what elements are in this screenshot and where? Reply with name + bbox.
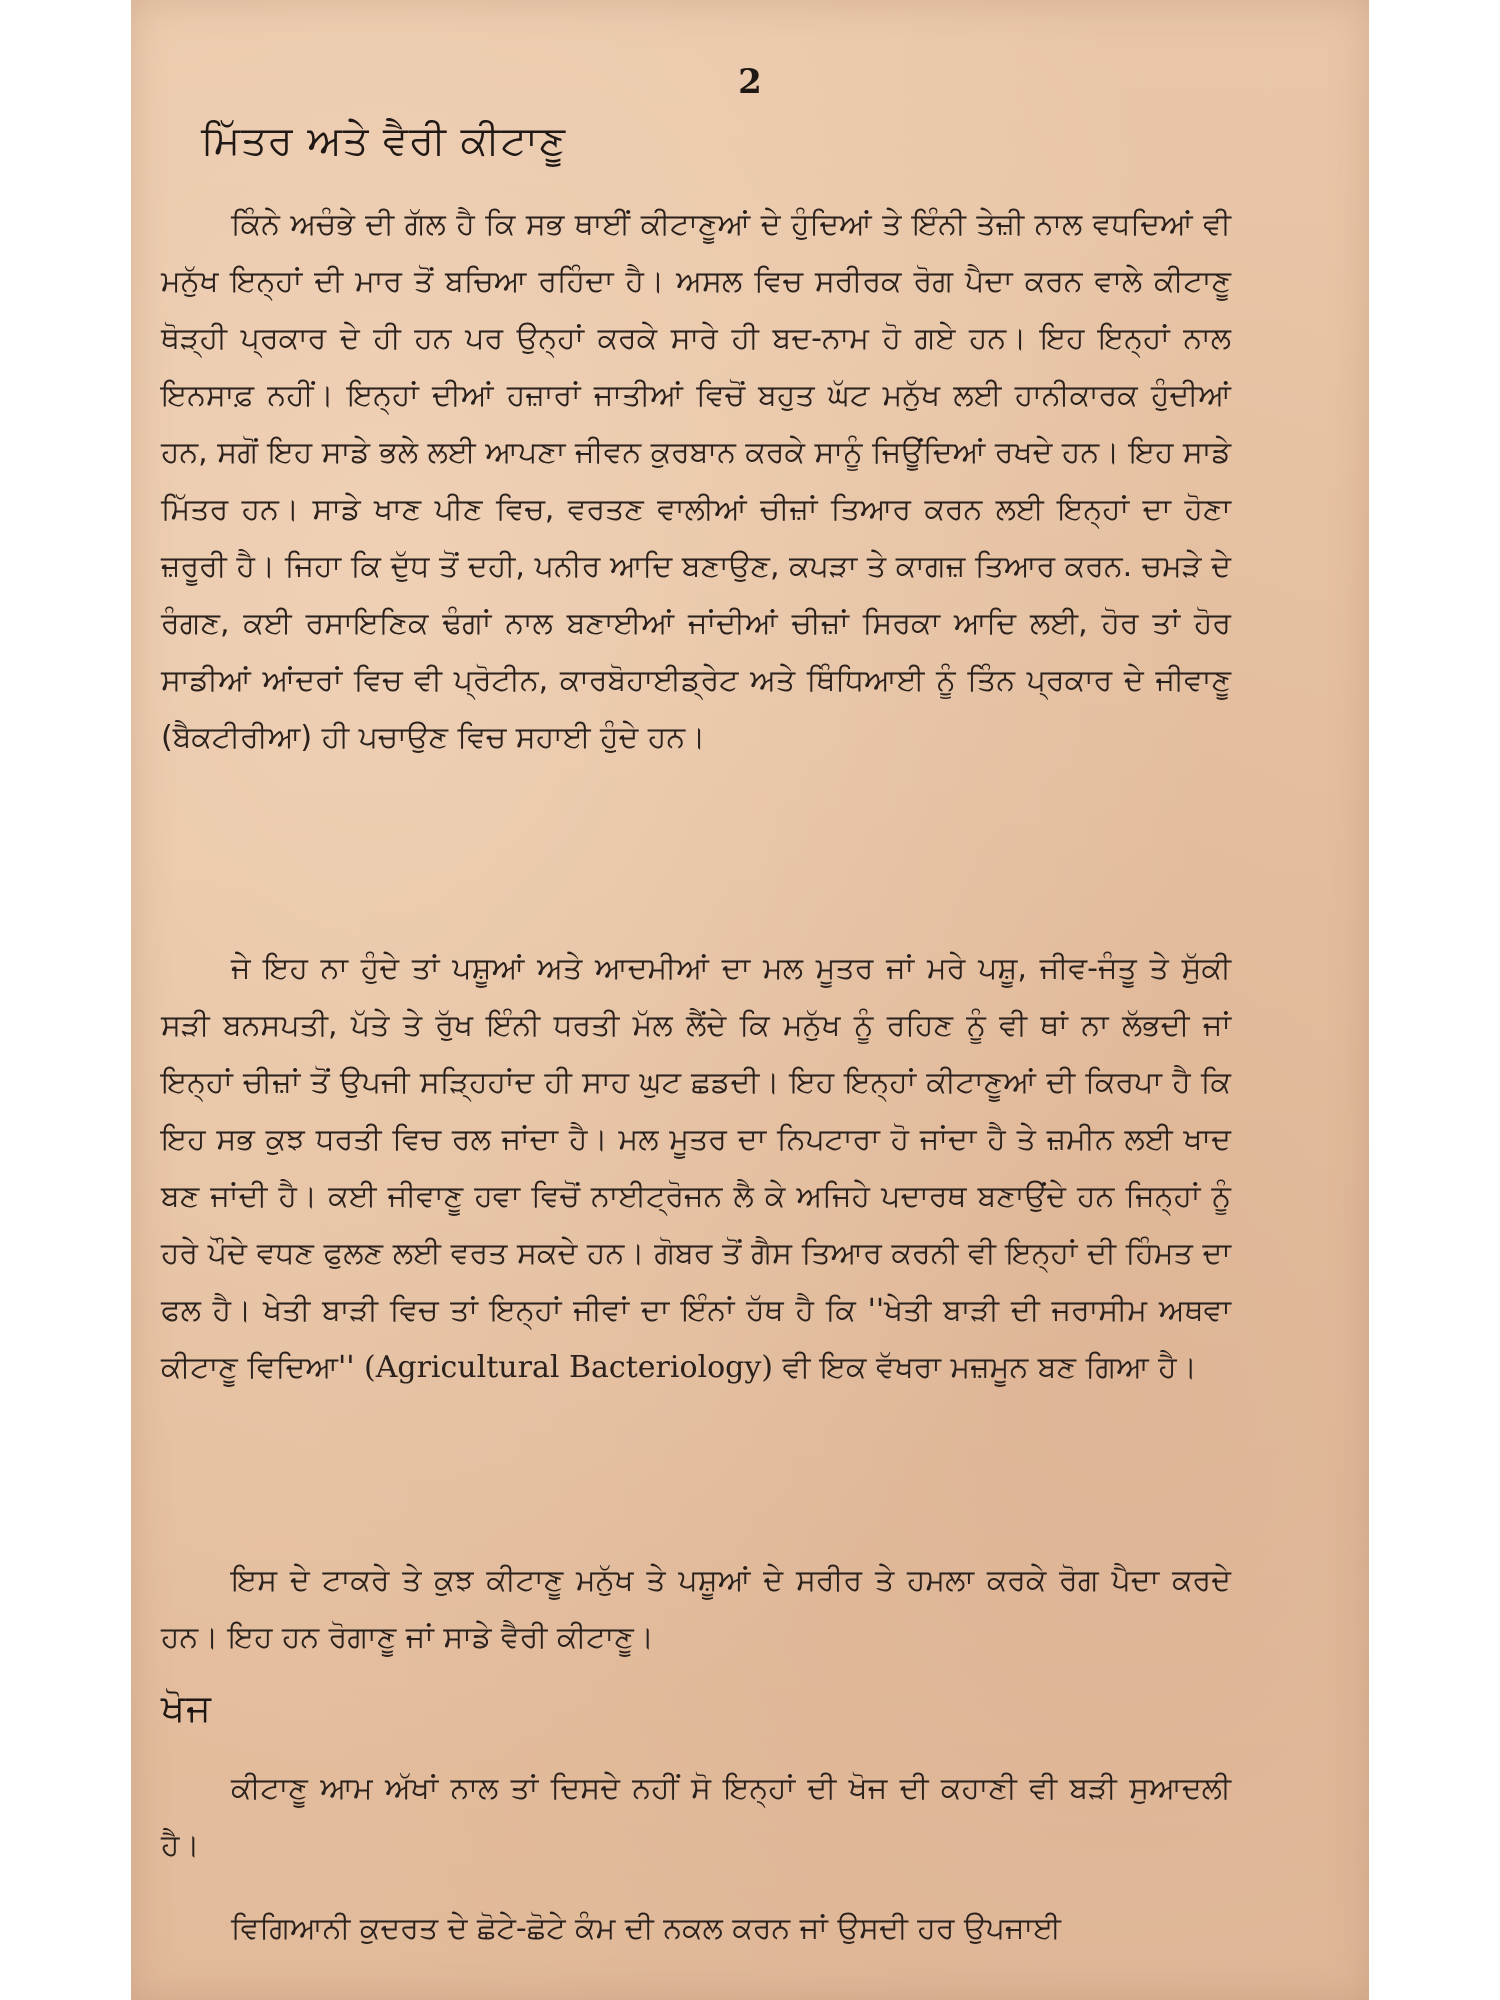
paragraph-1-text: ਕਿੰਨੇ ਅਚੰਭੇ ਦੀ ਗੱਲ ਹੈ ਕਿ ਸਭ ਥਾਈਂ ਕੀਟਾਣੂਆਂ ਦੇ ਹੁੰਦਿਆਂ ਤੇ ਇੰਨੀ ਤੇਜ਼ੀ ਨਾਲ ਵਧਦਿਆਂ ਵੀ ਮਨੁੱਖ ਇਨ੍ਹਾਂ ਦੀ ਮਾਰ ਤੋਂ ਬਚਿਆ ਰਹਿੰਦਾ ਹੈ। ਅਸਲ ਵਿਚ ਸਰੀਰਕ ਰੋਗ ਪੈਦਾ ਕਰਨ ਵਾਲੇ ਕੀਟਾਣੂ ਥੋੜ੍ਹੀ ਪ੍ਰਕਾਰ ਦੇ ਹੀ ਹਨ ਪਰ ਉਨ੍ਹਾਂ ਕਰਕੇ ਸਾਰੇ ਹੀ ਬਦ-ਨਾਮ ਹੋ ਗਏ ਹਨ। ਇਹ ਇਨ੍ਹਾਂ ਨਾਲ ਇਨਸਾਫ਼ ਨਹੀਂ। ਇਨ੍ਹਾਂ ਦੀਆਂ ਹਜ਼ਾਰਾਂ ਜਾਤੀਆਂ ਵਿਚੋਂ ਬਹੁਤ ਘੱਟ ਮਨੁੱਖ ਲਈ ਹਾਨੀਕਾਰਕ ਹੁੰਦੀਆਂ ਹਨ, ਸਗੋਂ ਇਹ ਸਾਡੇ ਭਲੇ ਲਈ ਆਪਣਾ ਜੀਵਨ ਕੁਰਬਾਨ ਕਰਕੇ ਸਾਨੂੰ ਜਿਊਂਦਿਆਂ ਰਖਦੇ ਹਨ। ਇਹ ਸਾਡੇ ਮਿੱਤਰ ਹਨ। ਸਾਡੇ ਖਾਣ ਪੀਣ ਵਿਚ, ਵਰਤਣ ਵਾਲੀਆਂ ਚੀਜ਼ਾਂ ਤਿਆਰ ਕਰਨ ਲਈ ਇਨ੍ਹਾਂ ਦਾ ਹੋਣਾ ਜ਼ਰੂਰੀ ਹੈ। ਜਿਹਾ ਕਿ ਦੁੱਧ ਤੋਂ ਦਹੀ, ਪਨੀਰ ਆਦਿ ਬਣਾਉਣ, ਕਪੜਾ ਤੇ ਕਾਗਜ਼ ਤਿਆਰ ਕਰਨ. ਚਮੜੇ ਦੇ ਰੰਗਣ, ਕਈ ਰਸਾਇਣਿਕ ਢੰਗਾਂ ਨਾਲ ਬਣਾਈਆਂ ਜਾਂਦੀਆਂ ਚੀਜ਼ਾਂ ਸਿਰਕਾ ਆਦਿ ਲਈ, ਹੋਰ ਤਾਂ ਹੋਰ ਸਾਡੀਆਂ ਆਂਦਰਾਂ ਵਿਚ ਵੀ ਪ੍ਰੋਟੀਨ, ਕਾਰਬੋਹਾਈਡ੍ਰੇਟ ਅਤੇ ਥਿੰਧਿਆਈ ਨੂੰ ਤਿੰਨ ਪ੍ਰਕਾਰ ਦੇ ਜੀਵਾਣੂ (ਬੈਕਟੀਰੀਆ) ਹੀ ਪਚਾਉਣ ਵਿਚ ਸਹਾਈ ਹੁੰਦੇ ਹਨ। [161,207,1231,755]
paragraph-5-text: ਵਿਗਿਆਨੀ ਕੁਦਰਤ ਦੇ ਛੋਟੇ-ਛੋਟੇ ਕੰਮ ਦੀ ਨਕਲ ਕਰਨ ਜਾਂ ਉਸਦੀ ਹਰ ਉਪਜਾਈ [231,1911,1062,1946]
paragraph-2 [161,940,1231,1520]
paragraph-1 [161,196,1231,906]
paragraph-2-text-b: ਵੀ ਇਕ ਵੱਖਰਾ ਮਜ਼ਮੂਨ ਬਣ ਗਿਆ ਹੈ। [773,1350,1197,1385]
paragraph-4-text: ਕੀਟਾਣੂ ਆਮ ਅੱਖਾਂ ਨਾਲ ਤਾਂ ਦਿਸਦੇ ਨਹੀਂ ਸੋ ਇਨ੍ਹਾਂ ਦੀ ਖੋਜ ਦੀ ਕਹਾਣੀ ਵੀ ਬੜੀ ਸੁਆਦਲੀ ਹੈ। [161,1771,1231,1863]
paragraph-3-text: ਇਸ ਦੇ ਟਾਕਰੇ ਤੇ ਕੁਝ ਕੀਟਾਣੂ ਮਨੁੱਖ ਤੇ ਪਸ਼ੂਆਂ ਦੇ ਸਰੀਰ ਤੇ ਹਮਲਾ ਕਰਕੇ ਰੋਗ ਪੈਦਾ ਕਰਦੇ ਹਨ। ਇਹ ਹਨ ਰੋਗਾਣੂ ਜਾਂ ਸਾਡੇ ਵੈਰੀ ਕੀਟਾਣੂ। [161,1563,1231,1655]
section-heading-friend-enemy-germs: ਮਿੱਤਰ ਅਤੇ ਵੈਰੀ ਕੀਟਾਣੂ [201,118,567,164]
paragraph-2-latin-term: (Agricultural Bacteriology) [364,1350,774,1385]
section-heading-discovery: ਖੋਜ [161,1686,212,1730]
paragraph-2-text-a: ਜੇ ਇਹ ਨਾ ਹੁੰਦੇ ਤਾਂ ਪਸ਼ੂਆਂ ਅਤੇ ਆਦਮੀਆਂ ਦਾ ਮਲ ਮੂਤਰ ਜਾਂ ਮਰੇ ਪਸ਼ੂ, ਜੀਵ-ਜੰਤੂ ਤੇ ਸੁੱਕੀ ਸੜੀ ਬਨਸਪਤੀ, ਪੱਤੇ ਤੇ ਰੁੱਖ ਇੰਨੀ ਧਰਤੀ ਮੱਲ ਲੈਂਦੇ ਕਿ ਮਨੁੱਖ ਨੂੰ ਰਹਿਣ ਨੂੰ ਵੀ ਥਾਂ ਨਾ ਲੱਭਦੀ ਜਾਂ ਇਨ੍ਹਾਂ ਚੀਜ਼ਾਂ ਤੋਂ ਉਪਜੀ ਸੜ੍ਹਿਹਾਂਦ ਹੀ ਸਾਹ ਘੁਟ ਛਡਦੀ। ਇਹ ਇਨ੍ਹਾਂ ਕੀਟਾਣੂਆਂ ਦੀ ਕਿਰਪਾ ਹੈ ਕਿ ਇਹ ਸਭ ਕੁਝ ਧਰਤੀ ਵਿਚ ਰਲ ਜਾਂਦਾ ਹੈ। ਮਲ ਮੂਤਰ ਦਾ ਨਿਪਟਾਰਾ ਹੋ ਜਾਂਦਾ ਹੈ ਤੇ ਜ਼ਮੀਨ ਲਈ ਖਾਦ ਬਣ ਜਾਂਦੀ ਹੈ। ਕਈ ਜੀਵਾਣੂ ਹਵਾ ਵਿਚੋਂ ਨਾਈਟ੍ਰੋਜਨ ਲੈ ਕੇ ਅਜਿਹੇ ਪਦਾਰਥ ਬਣਾਉਂਦੇ ਹਨ ਜਿਨ੍ਹਾਂ ਨੂੰ ਹਰੇ ਪੌਦੇ ਵਧਣ ਫੁਲਣ ਲਈ ਵਰਤ ਸਕਦੇ ਹਨ। ਗੋਬਰ ਤੋਂ ਗੈਸ ਤਿਆਰ ਕਰਨੀ ਵੀ ਇਨ੍ਹਾਂ ਦੀ ਹਿੰਮਤ ਦਾ ਫਲ ਹੈ। ਖੇਤੀ ਬਾੜੀ ਵਿਚ ਤਾਂ ਇਨ੍ਹਾਂ ਜੀਵਾਂ ਦਾ ਇੰਨਾਂ ਹੱਥ ਹੈ ਕਿ ''ਖੇਤੀ ਬਾੜੀ ਦੀ ਜਰਾਸੀਮ ਅਥਵਾ ਕੀਟਾਣੂ ਵਿਦਿਆ'' [161,951,1231,1385]
paragraph-5 [161,1900,1231,1960]
paragraph-4 [161,1760,1231,1880]
paragraph-3 [161,1552,1231,1672]
page-number: 2 [738,62,762,102]
book-page [131,0,1369,2000]
